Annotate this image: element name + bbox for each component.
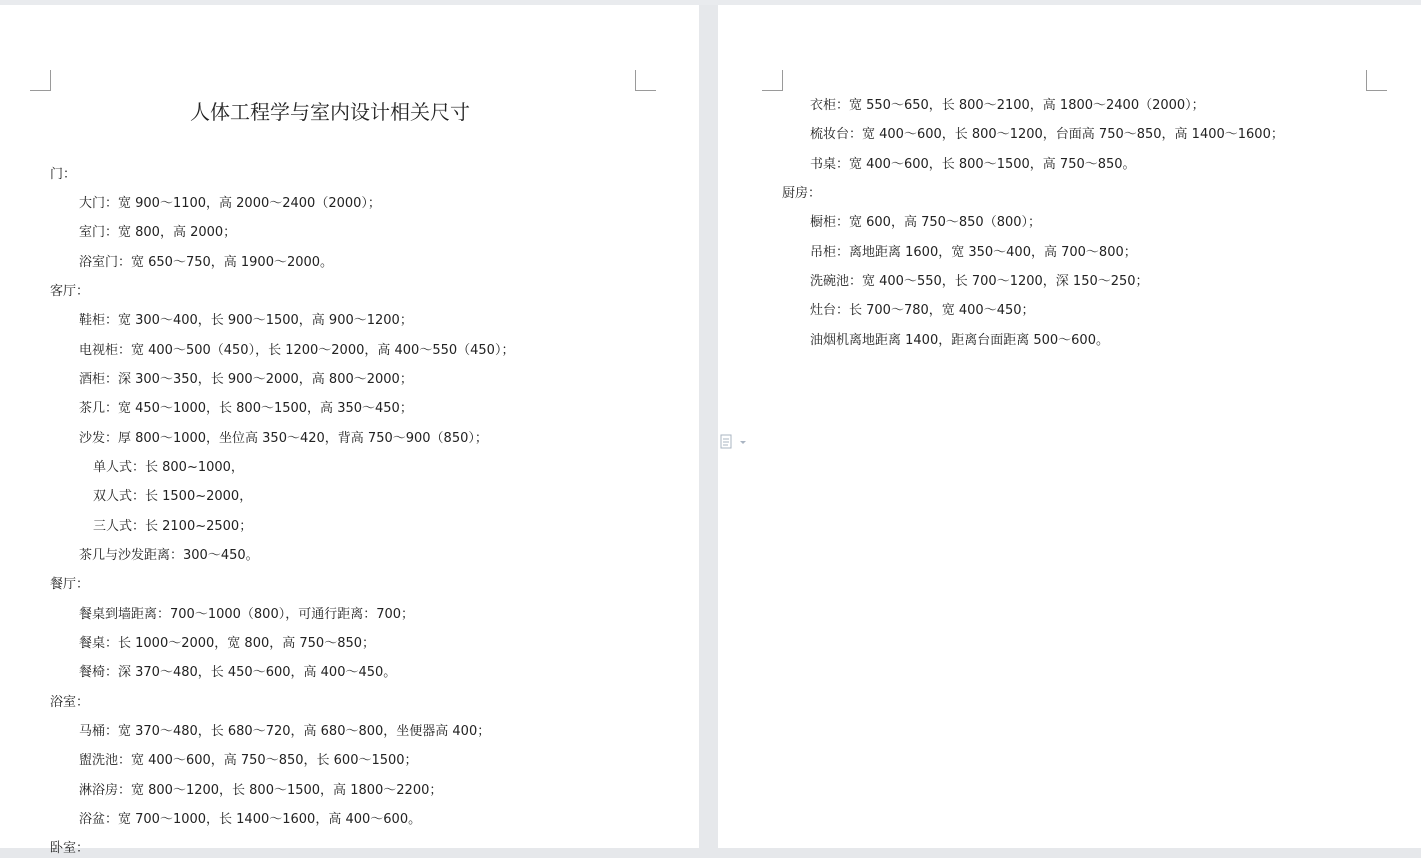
list-item[interactable]: 餐桌：长 1000～2000，宽 800，高 750～850； — [79, 636, 376, 651]
sub-list-item[interactable]: 单人式：长 800~1000， — [93, 460, 244, 475]
list-item[interactable]: 淋浴房：宽 800～1200，长 800～1500，高 1800～2200； — [79, 783, 443, 798]
list-item[interactable]: 电视柜：宽 400～500（450），长 1200～2000，高 400～550（450）； — [79, 343, 515, 358]
crop-mark-top-left — [762, 70, 783, 91]
document-title[interactable]: 人体工程学与室内设计相关尺寸 — [190, 100, 470, 124]
crop-mark-top-right — [635, 70, 656, 91]
section-heading-living-room[interactable]: 客厅： — [50, 284, 90, 299]
list-item[interactable]: 鞋柜：宽 300～400，长 900～1500，高 900～1200； — [79, 313, 413, 328]
document-page-1[interactable] — [0, 5, 699, 856]
sub-list-item[interactable]: 双人式：长 1500~2000， — [93, 489, 253, 504]
list-item[interactable]: 马桶：宽 370～480，长 680～720，高 680～800，坐便器高 400； — [79, 724, 491, 739]
list-item[interactable]: 吊柜：离地距离 1600，宽 350～400，高 700～800； — [810, 245, 1137, 260]
list-item[interactable]: 餐椅：深 370～480，长 450～600，高 400～450。 — [79, 665, 397, 680]
list-item[interactable]: 酒柜：深 300～350，长 900～2000，高 800～2000； — [79, 372, 413, 387]
list-item[interactable]: 浴盆：宽 700～1000，长 1400～1600，高 400～600。 — [79, 812, 422, 827]
list-item[interactable]: 洗碗池：宽 400～550，长 700～1200，深 150～250； — [810, 274, 1149, 289]
list-item[interactable]: 茶几：宽 450～1000，长 800～1500，高 350～450； — [79, 401, 413, 416]
sub-list-item[interactable]: 三人式：长 2100~2500； — [93, 519, 253, 534]
list-item[interactable]: 橱柜：宽 600，高 750～850（800）； — [810, 215, 1042, 230]
list-item[interactable]: 室门：宽 800，高 2000； — [79, 225, 237, 240]
document-page-2[interactable] — [718, 5, 1421, 848]
list-item[interactable]: 大门：宽 900～1100，高 2000～2400（2000）； — [79, 196, 381, 211]
list-item[interactable]: 梳妆台：宽 400～600，长 800～1200，台面高 750～850，高 1400～1600； — [810, 127, 1284, 142]
list-item[interactable]: 茶几与沙发距离：300～450。 — [79, 548, 259, 563]
section-heading-bathroom[interactable]: 浴室： — [50, 695, 90, 710]
section-heading-kitchen[interactable]: 厨房： — [782, 186, 822, 201]
list-item[interactable]: 衣柜：宽 550～650，长 800～2100，高 1800～2400（2000）； — [810, 98, 1205, 113]
crop-mark-top-right — [1366, 70, 1387, 91]
list-item[interactable]: 沙发：厚 800～1000，坐位高 350～420，背高 750～900（850）； — [79, 431, 488, 446]
list-item[interactable]: 书桌：宽 400～600，长 800～1500，高 750～850。 — [810, 157, 1136, 172]
list-item[interactable]: 餐桌到墙距离：700～1000（800），可通行距离：700； — [79, 607, 415, 622]
paste-options-icon[interactable] — [719, 434, 749, 450]
crop-mark-top-left — [30, 70, 51, 91]
section-heading-bedroom[interactable]: 卧室： — [50, 841, 90, 856]
list-item[interactable]: 浴室门：宽 650～750，高 1900～2000。 — [79, 255, 334, 270]
list-item[interactable]: 油烟机离地距离 1400，距离台面距离 500～600。 — [810, 333, 1109, 348]
section-heading-door[interactable]: 门： — [50, 167, 77, 182]
list-item[interactable]: 灶台：长 700～780，宽 400～450； — [810, 303, 1035, 318]
list-item[interactable]: 盥洗池：宽 400～600，高 750～850，长 600～1500； — [79, 753, 418, 768]
section-heading-dining-room[interactable]: 餐厅： — [50, 577, 90, 592]
